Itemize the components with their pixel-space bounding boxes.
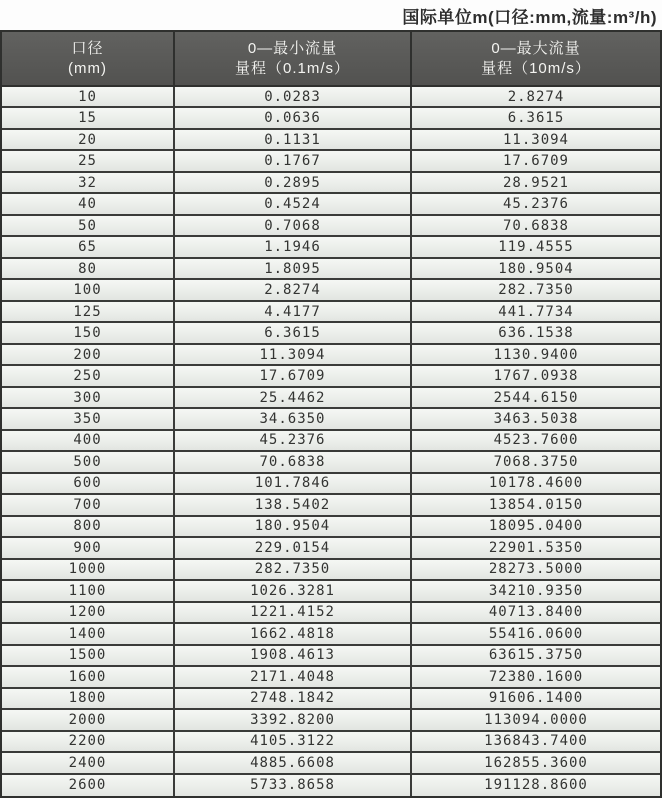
table-row xyxy=(2,560,660,581)
column-header-diameter xyxy=(2,32,175,85)
cell-max-flow: 2.8274 xyxy=(412,87,660,106)
cell-max-flow: 4523.7600 xyxy=(412,431,660,450)
table-row xyxy=(2,603,660,624)
cell-diameter: 350 xyxy=(2,409,175,428)
table-row xyxy=(2,431,660,452)
cell-max-flow: 13854.0150 xyxy=(412,495,660,514)
table-row xyxy=(2,517,660,538)
cell-max-flow: 11.3094 xyxy=(412,130,660,149)
table-row xyxy=(2,237,660,258)
cell-min-flow: 4885.6608 xyxy=(175,753,412,772)
cell-diameter: 300 xyxy=(2,388,175,407)
cell-min-flow: 0.0283 xyxy=(175,87,412,106)
cell-diameter: 1500 xyxy=(2,646,175,665)
cell-max-flow: 136843.7400 xyxy=(412,732,660,751)
cell-max-flow: 162855.3600 xyxy=(412,753,660,772)
cell-max-flow: 3463.5038 xyxy=(412,409,660,428)
cell-max-flow: 70.6838 xyxy=(412,216,660,235)
cell-diameter: 10 xyxy=(2,87,175,106)
table-row xyxy=(2,108,660,129)
cell-max-flow: 1767.0938 xyxy=(412,366,660,385)
cell-diameter: 1800 xyxy=(2,689,175,708)
table-row xyxy=(2,452,660,473)
cell-max-flow: 6.3615 xyxy=(412,108,660,127)
cell-diameter: 1000 xyxy=(2,560,175,579)
cell-max-flow: 91606.1400 xyxy=(412,689,660,708)
cell-min-flow: 0.7068 xyxy=(175,216,412,235)
cell-max-flow: 10178.4600 xyxy=(412,474,660,493)
table-row xyxy=(2,495,660,516)
cell-min-flow: 45.2376 xyxy=(175,431,412,450)
table-row xyxy=(2,667,660,688)
cell-min-flow: 0.1131 xyxy=(175,130,412,149)
cell-min-flow: 1908.4613 xyxy=(175,646,412,665)
cell-min-flow: 5733.8658 xyxy=(175,775,412,796)
cell-max-flow: 45.2376 xyxy=(412,194,660,213)
column-header-line: 0—最大流量 xyxy=(491,40,581,57)
cell-min-flow: 70.6838 xyxy=(175,452,412,471)
cell-diameter: 250 xyxy=(2,366,175,385)
cell-max-flow: 7068.3750 xyxy=(412,452,660,471)
column-header-line: 口径 xyxy=(71,40,104,57)
cell-diameter: 900 xyxy=(2,538,175,557)
cell-min-flow: 2171.4048 xyxy=(175,667,412,686)
cell-min-flow: 25.4462 xyxy=(175,388,412,407)
cell-min-flow: 138.5402 xyxy=(175,495,412,514)
table-row xyxy=(2,646,660,667)
table-row xyxy=(2,366,660,387)
cell-diameter: 40 xyxy=(2,194,175,213)
table-row xyxy=(2,345,660,366)
cell-min-flow: 0.2895 xyxy=(175,173,412,192)
cell-diameter: 1400 xyxy=(2,624,175,643)
cell-diameter: 65 xyxy=(2,237,175,256)
table-row xyxy=(2,173,660,194)
cell-min-flow: 1026.3281 xyxy=(175,581,412,600)
cell-max-flow: 63615.3750 xyxy=(412,646,660,665)
cell-min-flow: 101.7846 xyxy=(175,474,412,493)
cell-min-flow: 0.1767 xyxy=(175,151,412,170)
cell-max-flow: 441.7734 xyxy=(412,302,660,321)
cell-diameter: 15 xyxy=(2,108,175,127)
cell-min-flow: 1662.4818 xyxy=(175,624,412,643)
flow-range-table xyxy=(0,30,662,798)
cell-max-flow: 55416.0600 xyxy=(412,624,660,643)
cell-diameter: 1200 xyxy=(2,603,175,622)
table-row xyxy=(2,302,660,323)
cell-diameter: 100 xyxy=(2,280,175,299)
title-bar xyxy=(0,0,662,30)
table-row xyxy=(2,753,660,774)
cell-diameter: 2000 xyxy=(2,710,175,729)
cell-diameter: 700 xyxy=(2,495,175,514)
cell-max-flow: 180.9504 xyxy=(412,259,660,278)
column-header-line: 量程（0.1m/s） xyxy=(234,59,350,77)
cell-max-flow: 2544.6150 xyxy=(412,388,660,407)
cell-max-flow: 191128.8600 xyxy=(412,775,660,796)
cell-min-flow: 17.6709 xyxy=(175,366,412,385)
table-row xyxy=(2,151,660,172)
cell-min-flow: 180.9504 xyxy=(175,517,412,536)
cell-min-flow: 2.8274 xyxy=(175,280,412,299)
table-row xyxy=(2,259,660,280)
cell-max-flow: 40713.8400 xyxy=(412,603,660,622)
cell-diameter: 800 xyxy=(2,517,175,536)
cell-max-flow: 119.4555 xyxy=(412,237,660,256)
column-header-min-flow xyxy=(175,32,412,85)
cell-diameter: 125 xyxy=(2,302,175,321)
table-row xyxy=(2,624,660,645)
table-row xyxy=(2,323,660,344)
cell-max-flow: 282.7350 xyxy=(412,280,660,299)
cell-diameter: 150 xyxy=(2,323,175,342)
cell-min-flow: 34.6350 xyxy=(175,409,412,428)
cell-min-flow: 11.3094 xyxy=(175,345,412,364)
cell-max-flow: 1130.9400 xyxy=(412,345,660,364)
table-row xyxy=(2,775,660,796)
cell-diameter: 2400 xyxy=(2,753,175,772)
page-title: 国际单位m(口径:mm,流量:m³/h) xyxy=(402,7,657,27)
cell-min-flow: 3392.8200 xyxy=(175,710,412,729)
cell-max-flow: 636.1538 xyxy=(412,323,660,342)
table-row xyxy=(2,130,660,151)
table-row xyxy=(2,280,660,301)
cell-diameter: 25 xyxy=(2,151,175,170)
column-header-line: 量程（10m/s） xyxy=(481,59,591,77)
cell-diameter: 600 xyxy=(2,474,175,493)
table-row xyxy=(2,710,660,731)
cell-diameter: 1600 xyxy=(2,667,175,686)
cell-diameter: 32 xyxy=(2,173,175,192)
cell-max-flow: 72380.1600 xyxy=(412,667,660,686)
cell-max-flow: 28.9521 xyxy=(412,173,660,192)
cell-min-flow: 1.1946 xyxy=(175,237,412,256)
cell-diameter: 2200 xyxy=(2,732,175,751)
cell-diameter: 80 xyxy=(2,259,175,278)
cell-diameter: 1100 xyxy=(2,581,175,600)
cell-min-flow: 229.0154 xyxy=(175,538,412,557)
table-row xyxy=(2,388,660,409)
table-row xyxy=(2,216,660,237)
column-header-max-flow xyxy=(412,32,660,85)
cell-min-flow: 282.7350 xyxy=(175,560,412,579)
cell-min-flow: 4105.3122 xyxy=(175,732,412,751)
table-header-row xyxy=(2,32,660,87)
cell-max-flow: 17.6709 xyxy=(412,151,660,170)
table-body xyxy=(2,87,660,796)
cell-diameter: 500 xyxy=(2,452,175,471)
table-row xyxy=(2,87,660,108)
table-row xyxy=(2,409,660,430)
column-header-line: (mm) xyxy=(68,59,107,77)
table-row xyxy=(2,474,660,495)
cell-diameter: 50 xyxy=(2,216,175,235)
cell-diameter: 200 xyxy=(2,345,175,364)
table-row xyxy=(2,194,660,215)
cell-max-flow: 28273.5000 xyxy=(412,560,660,579)
table-row xyxy=(2,732,660,753)
cell-min-flow: 1221.4152 xyxy=(175,603,412,622)
cell-diameter: 400 xyxy=(2,431,175,450)
cell-max-flow: 22901.5350 xyxy=(412,538,660,557)
cell-max-flow: 34210.9350 xyxy=(412,581,660,600)
column-header-line: 0—最小流量 xyxy=(247,40,338,57)
cell-diameter: 2600 xyxy=(2,775,175,796)
table-row xyxy=(2,538,660,559)
table-row xyxy=(2,689,660,710)
cell-min-flow: 0.4524 xyxy=(175,194,412,213)
cell-diameter: 20 xyxy=(2,130,175,149)
cell-max-flow: 113094.0000 xyxy=(412,710,660,729)
cell-min-flow: 1.8095 xyxy=(175,259,412,278)
cell-min-flow: 6.3615 xyxy=(175,323,412,342)
cell-min-flow: 0.0636 xyxy=(175,108,412,127)
cell-min-flow: 2748.1842 xyxy=(175,689,412,708)
cell-min-flow: 4.4177 xyxy=(175,302,412,321)
cell-max-flow: 18095.0400 xyxy=(412,517,660,536)
table-row xyxy=(2,581,660,602)
